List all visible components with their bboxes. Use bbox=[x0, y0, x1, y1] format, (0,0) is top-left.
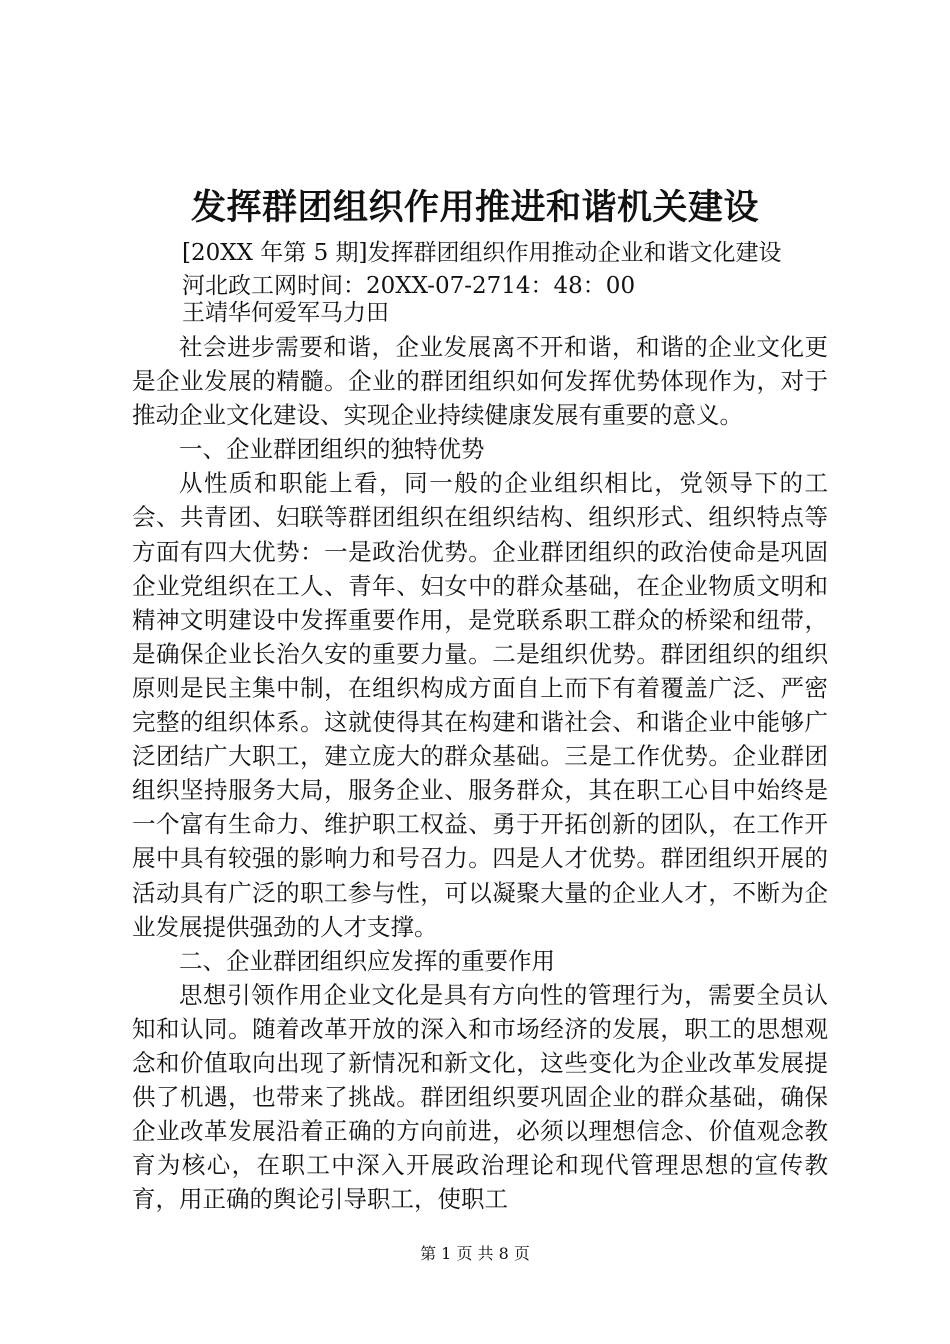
section-heading-2: 二、企业群团组织应发挥的重要作用 bbox=[179, 946, 555, 975]
article-body bbox=[132, 330, 828, 1216]
advantages-paragraph: 从性质和职能上看，同一般的企业组织相比，党领导下的工会、共青团、妇联等群团组织在组织结构、组织形式、组织特点等方面有四大优势：一是政治优势。企业群团组织的政治使命是巩固企业党组织在工人、青年、妇女中的群众基础，在企业物质文明和精神文明建设中发挥重要作用，是党联系职工群众的桥梁和纽带，是确保企业长治久安的重要力量。二是组织优势。群团组织的组织原则是民主集中制，在组织构成方面自上而下有着覆盖广泛、严密完整的组织体系。这就使得其在构建和谐社会、和谐企业中能够广泛团结广大职工，建立庞大的群众基础。三是工作优势。企业群团组织坚持服务大局，服务企业、服务群众，其在职工心目中始终是一个富有生命力、维护职工权益、勇于开拓创新的团队，在工作开展中具有较强的影响力和号召力。四是人才优势。群团组织开展的活动具有广泛的职工参与性，可以凝聚大量的企业人才，不断为企业发展提供强劲的人才支撑。 bbox=[132, 469, 828, 941]
section-heading-1: 一、企业群团组织的独特优势 bbox=[179, 435, 485, 464]
document-title: 发挥群团组织作用推进和谐机关建设 bbox=[190, 187, 759, 228]
issue-line: [20XX 年第 5 期]发挥群团组织作用推动企业和谐文化建设 bbox=[182, 240, 782, 266]
authors-line: 王靖华何爱军马力田 bbox=[182, 300, 389, 326]
page-footer: 第 1 页 共 8 页 bbox=[420, 1244, 530, 1263]
source-time-line: 河北政工网时间：20XX-07-2714：48：00 bbox=[182, 273, 636, 299]
role-paragraph: 思想引领作用企业文化是具有方向性的管理行为，需要全员认知和认同。随着改革开放的深入和市场经济的发展，职工的思想观念和价值取向出现了新情况和新文化，这些变化为企业改革发展提供了机遇，也带来了挑战。群团组织要巩固企业的群众基础，确保企业改革发展沿着正确的方向前进，必须以理想信念、价值观念教育为核心，在职工中深入开展政治理论和现代管理思想的宣传教育，用正确的舆论引导职工，使职工 bbox=[132, 980, 828, 1214]
intro-paragraph: 社会进步需要和谐，企业发展离不开和谐，和谐的企业文化更是企业发展的精髓。企业的群团组织如何发挥优势体现作为，对于推动企业文化建设、实现企业持续健康发展有重要的意义。 bbox=[132, 333, 828, 430]
